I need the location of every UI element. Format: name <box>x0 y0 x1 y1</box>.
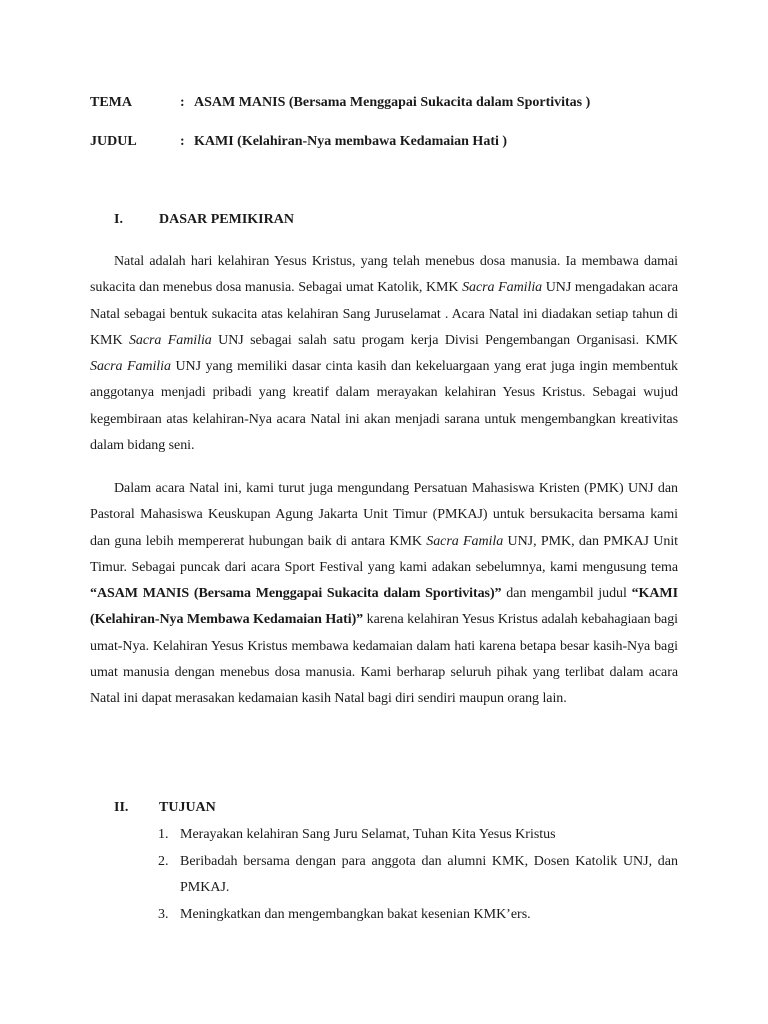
section-title: TUJUAN <box>159 800 216 815</box>
paragraph-natal-intro <box>90 249 678 459</box>
paragraph-text: Natal adalah hari kelahiran Yesus Kristus, yang telah menebus dosa manusia. Ia membawa damai sukacita dan menebus dosa manusia. Sebagai umat Katolik, KMK <box>90 254 678 296</box>
bold-title: “KAMI (Kelahiran-Nya Membawa Kedamaian Hati)” <box>90 586 678 628</box>
list-item-number: 2. <box>158 853 169 869</box>
tema-colon: : <box>180 95 185 110</box>
list-item <box>158 822 678 849</box>
paragraph-text: karena kelahiran Yesus Kristus adalah kebahagiaan bagi umat-Nya. Kelahiran Yesus Kristus membawa kedamaian dalam hati karena betapa besar kasih-Nya bagi umat manusia dengan menebus dosa manusia. Kami berharap seluruh pihak yang terlibat dalam acara Natal ini dapat merasakan kedamaian kasih Natal bagi diri sendiri maupun orang lain. <box>90 612 678 707</box>
section-title: DASAR PEMIKIRAN <box>159 212 294 227</box>
section-number: I. <box>114 212 123 227</box>
list-item-text: Meningkatkan dan mengembangkan bakat kesenian KMK’ers. <box>180 906 531 922</box>
list-item <box>158 849 678 902</box>
paragraph-text: UNJ yang memiliki dasar cinta kasih dan kekeluargaan yang erat juga ingin membentuk anggotanya menjadi pribadi yang kreatif dalam merayakan kelahiran Yesus Kristus. Sebagai wujud kegembiraan atas kelahiran-Nya acara Natal ini akan menjadi sarana untuk mengembangkan kreativitas dalam bidang seni. <box>90 359 679 454</box>
list-item-number: 1. <box>158 827 169 842</box>
italic-term: Sacra Familia <box>90 359 171 375</box>
section-number: II. <box>114 800 129 815</box>
paragraph-text: Dalam acara Natal ini, kami turut juga mengundang Persatuan Mahasiswa Kristen (PMK) UNJ dan Pastoral Mahasiswa Keuskupan Agung Jakarta Unit Timur (PMKAJ) untuk bersukacita bersama kami dan guna lebih mempererat hubungan baik di antara KMK <box>90 481 678 549</box>
judul-colon: : <box>180 134 185 149</box>
tujuan-list <box>158 822 678 928</box>
list-item-number: 3. <box>158 906 169 922</box>
paragraph-text: dan mengambil judul <box>501 586 632 602</box>
paragraph-text: UNJ sebagai salah satu progam kerja Divisi Pengembangan Organisasi. KMK <box>211 332 678 348</box>
judul-label: JUDUL <box>90 134 137 149</box>
paragraph-acara-natal <box>90 476 678 713</box>
italic-term: Sacra Famila <box>426 533 504 549</box>
list-item <box>158 902 678 929</box>
paragraph-text: UNJ, PMK, dan PMKAJ Unit Timur. Sebagai puncak dari acara Sport Festival yang kami adakan sebelumnya, kami mengusung tema <box>90 533 678 575</box>
italic-term: Sacra Familia <box>128 332 212 348</box>
italic-term: Sacra Familia <box>462 280 543 296</box>
paragraph-text: UNJ mengadakan acara Natal sebagai bentuk sukacita atas kelahiran Sang Juruselamat . Acara Natal ini diadakan setiap tahun di KMK <box>90 280 678 348</box>
list-item-text: Beribadah bersama dengan para anggota dan alumni KMK, Dosen Katolik UNJ, dan PMKAJ. <box>180 853 678 895</box>
judul-value: KAMI (Kelahiran-Nya membawa Kedamaian Hati ) <box>194 134 508 149</box>
bold-theme: “ASAM MANIS (Bersama Menggapai Sukacita dalam Sportivitas)” <box>90 586 502 602</box>
list-item-text: Merayakan kelahiran Sang Juru Selamat, Tuhan Kita Yesus Kristus <box>180 827 556 842</box>
tema-label: TEMA <box>90 95 132 110</box>
tema-value: ASAM MANIS (Bersama Menggapai Sukacita dalam Sportivitas ) <box>194 95 591 110</box>
